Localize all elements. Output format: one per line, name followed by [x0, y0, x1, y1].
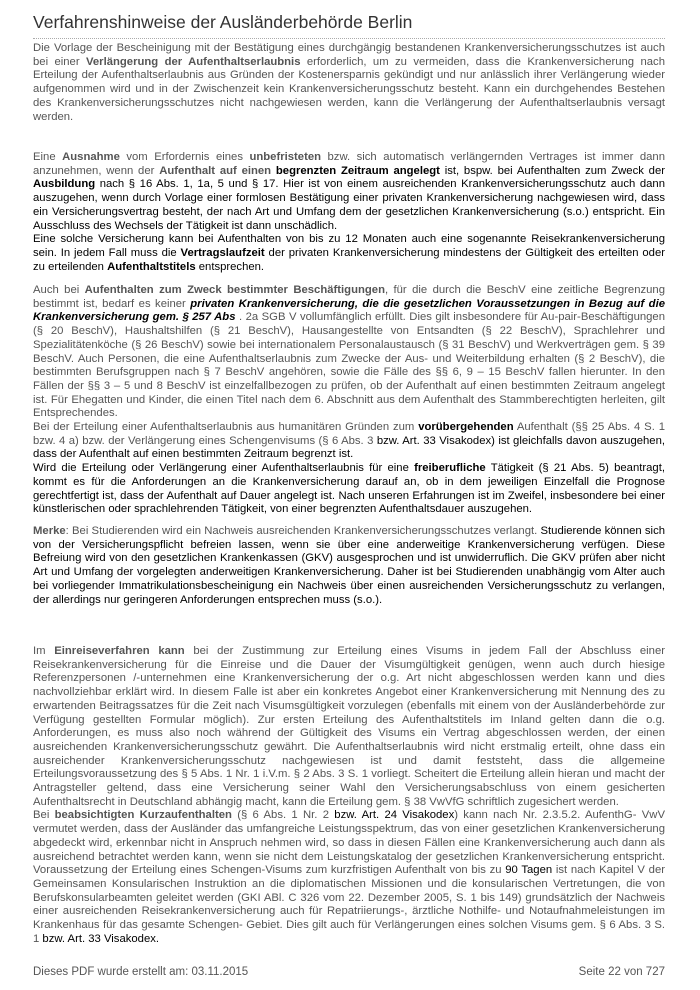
paragraph-verlaengerung: Die Vorlage der Bescheinigung mit der Bestätigung eines durchgängig bestandenen Krankenversicherungsschutzes ist auch bei einer Verlängerung der Aufenthaltserlaubnis erforderlich, um zu vermeiden, dass die Krankenversicherung nach Erteilung der Aufenthaltserlaubnis aus Gründen der Kostenersparnis gekündigt und nur anlässlich ihrer Verlängerung wieder aufgenommen wird und in der Zwischenzeit kein Krankenversicherungsschutz besteht. Kann ein durchgehendes Bestehen des Krankenversicherungsschutzes nicht nachgewiesen werden, kann die Verlängerung der Aufenthaltserlaubnis versagt werden. — [33, 42, 665, 123]
paragraph-einreiseverfahren: Im Einreiseverfahren kann bei der Zustimmung zur Erteilung eines Visums in jedem Fall der Abschluss einer Reisekrankenversicherung für die Einreise und die Dauer der Visumgültigkeit genügen, wenn auch durch hiesige Referenzpersonen /-unternehmen eine Krankenversicherung der o.g. Art nicht abgeschlossen werden kann und dies nachvollziehbar erklärt wird. In diesem Falle ist aber ein konkretes Angebot einer Krankenversicherung mit Nennung des zu erwartenden Beitragssatzes für die Zeit nach Visumsgültigkeit vorzulegen (ebenfalls mit einem von der Ausländerbehörde zur Verfügung gestellten Formular möglich). Zur ersten Erteilung des Aufenthaltstitels im Inland gelten dann die o.g. Anforderungen, es muss also noch während der Gültigkeit des Visums ein Vertrag abgeschlossen werden, der einen ausreichenden Krankenversicherungsschutz gewährt. Die Aufenthaltserlaubnis wird nicht erstmalig erteilt, ohne dass ein ausreichender Krankenversicherungsschutz nachgewiesen ist und damit feststeht, dass die allgemeine Erteilungsvoraussetzung des § 5 Abs. 1 Nr. 1 i.V.m. § 2 Abs. 3 S. 1 vorliegt. Scheitert die Erteilung allein hieran und macht der Antragsteller geltend, dass eine Versicherung seiner Wahl den Versicherungsabschluss von einem gesicherten Aufenthaltsrecht in Deutschland abhängig macht, kann die Erteilung gem. § 38 VwVfG schriftlich zugesichert werden. Bei beabsichtigten Kurzaufenthalten (§ 6 Abs. 1 Nr. 2 bzw. Art. 24 Visakodex) kann nach Nr. 2.3.5.2. AufenthG- VwV vermutet werden, dass der Ausländer das umfangreiche Leistungsspektrum, das von einer gesetzlichen Krankenversicherung abgedeckt wird, erkennbar nicht in Anspruch nehmen wird, so dass in diesen Fällen eine Krankenversicherung auch dann als ausreichend betrachtet werden kann, wenn sie nicht dem Leistungskatalog der gesetzlichen Krankenversicherung entspricht. Voraussetzung der Erteilung eines Schengen-Visums zum kurzfristigen Aufenthalt von bis zu 90 Tagen ist nach Kapitel V der Gemeinsamen Konsularischen Instruktion an die diplomatischen Missionen und die konsularischen Vertretungen, die von Berufskonsularbeamten geleitet werden (GKI ABl. C 326 vom 22. Dezember 2005, S. 1 bis 149) grundsätzlich der Nachweis einer ausreichenden Reisekrankenversicherung auch für Repatriierungs-, ärztliche Nothilfe- und Notaufnahmeleistungen im Krankenhaus für das gesamte Schengen- Gebiet. Dies gilt auch für Verlängerungen eines solchen Visums gem. § 6 Abs. 3 S. 1 bzw. Art. 33 Visakodex. — [33, 645, 666, 945]
footer-page-number: Seite 22 von 727 — [578, 966, 665, 978]
footer-created-date: Dieses PDF wurde erstellt am: 03.11.2015 — [33, 966, 249, 978]
paragraph-ausnahme: Eine Ausnahme vom Erfordernis eines unbefristeten bzw. sich automatisch verlängernden Vertrages ist immer dann anzunehmen, wenn der Aufenthalt auf einen begrenzten Zeitraum angelegt ist, bspw. bei Aufenthalten zum Zweck der Ausbildung nach § 16 Abs. 1, 1a, 5 und § 17. Hier ist von einem ausreichenden Krankenversicherungsschutz auch dann auszugehen, wenn durch Vorlage einer formlosen Bestätigung einer privaten Krankenversicherung nachgewiesen wird, dass ein Versicherungsvertrag besteht, der nach Art und Umfang dem der gesetzlichen Krankenversicherung (s.o.) entspricht. Ein Ausschluss des Wechsels der Tätigkeit ist dann unschädlich. Eine solche Versicherung kann bei Aufenthalten von bis zu 12 Monaten auch eine sogenannte Reisekrankenversicherung sein. In jedem Fall muss die Vertragslaufzeit der privaten Krankenversicherung mindestens der Gültigkeit des erteilten oder zu erteilenden Aufenthaltstitels entsprechen. — [33, 151, 666, 273]
paragraph-beschaeftigungen: Auch bei Aufenthalten zum Zweck bestimmter Beschäftigungen, für die durch die BeschV eine zeitliche Begrenzung bestimmt ist, bedarf es keiner privaten Krankenversicherung, die die gesetzlichen Voraussetzungen in Bezug auf die Krankenversicherung gem. § 257 Abs . 2a SGB V vollumfänglich erfüllt. Dies gilt insbesondere für Au-pair-Beschäftigungen (§ 20 BeschV), Haushaltshilfen (§ 21 BeschV), Hausangestellte von Entsandten (§ 22 BeschV), Sprachlehrer und Spezialitätenköche (§ 26 BeschV) sowie bei internationalem Personalaustausch (§ 31 BeschV) und Werkverträgen gem. § 39 BeschV. Auch Personen, die eine Aufenthaltserlaubnis zum Zwecke der Aus- und Weiterbildung erhalten (§ 2 BeschV), die bestimmten Berufsgruppen nach § 7 BeschV angehören, sowie die Fälle des §§ 6, 9 – 15 BeschV fallen hierunter. In den Fällen der §§ 3 – 5 und 8 BeschV ist einzelfallbezogen zu prüfen, ob der Aufenthalt auf einen bestimmten Zeitraum angelegt ist. Für Ehegatten und Kinder, die einen Titel nach dem 6. Abschnitt aus dem Aufenthalt des Stammberechtigten herleiten, gilt Entsprechendes. Bei der Erteilung einer Aufenthaltserlaubnis aus humanitären Gründen zum vorübergehenden Aufenthalt (§§ 25 Abs. 4 S. 1 bzw. 4 a) bzw. der Verlängerung eines Schengenvisums (§ 6 Abs. 3 bzw. Art. 33 Visakodex) ist gleichfalls davon auszugehen, dass der Aufenthalt auf einen bestimmten Zeitraum begrenzt ist. Wird die Erteilung oder Verlängerung einer Aufenthaltserlaubnis für eine freiberufliche Tätigkeit (§ 21 Abs. 5) beantragt, kommt es für die Anforderungen an die Krankenversicherung darauf an, ob in dem jeweiligen Einzelfall die Prognose gerechtfertigt ist, dass der Aufenthalt auf Dauer angelegt ist. Nach unseren Erfahrungen ist im Zweifel, insbesondere bei einer künstlerischen oder sprachlehrenden Tätigkeit, von einer begrenzten Aufenthaltsdauer auszugehen. — [33, 284, 666, 516]
paragraph-merke: Merke: Bei Studierenden wird ein Nachweis ausreichenden Krankenversicherungsschutzes verlangt. Studierende können sich von der Versicherungspflicht befreien lassen, wenn sie über eine anderweitige Krankenversicherung verfügen. Diese Befreiung wird von den gesetzlichen Krankenkassen (GKV) ausgesprochen und ist unwiderruflich. Die GKV prüfen aber nicht Art und Umfang der vorgelegten anderweitigen Krankenversicherung. Daher ist bei Studierenden unabhängig vom Alter auch bei vorliegender Immatrikulationsbescheinigung ein Nachweis über einen ausreichenden Versicherungsschutz zu verlangen, der allerdings nur geringeren Anforderungen entsprechen muss (s.o.). — [33, 525, 665, 606]
page-title: Verfahrenshinweise der Ausländerbehörde Berlin — [33, 12, 665, 39]
